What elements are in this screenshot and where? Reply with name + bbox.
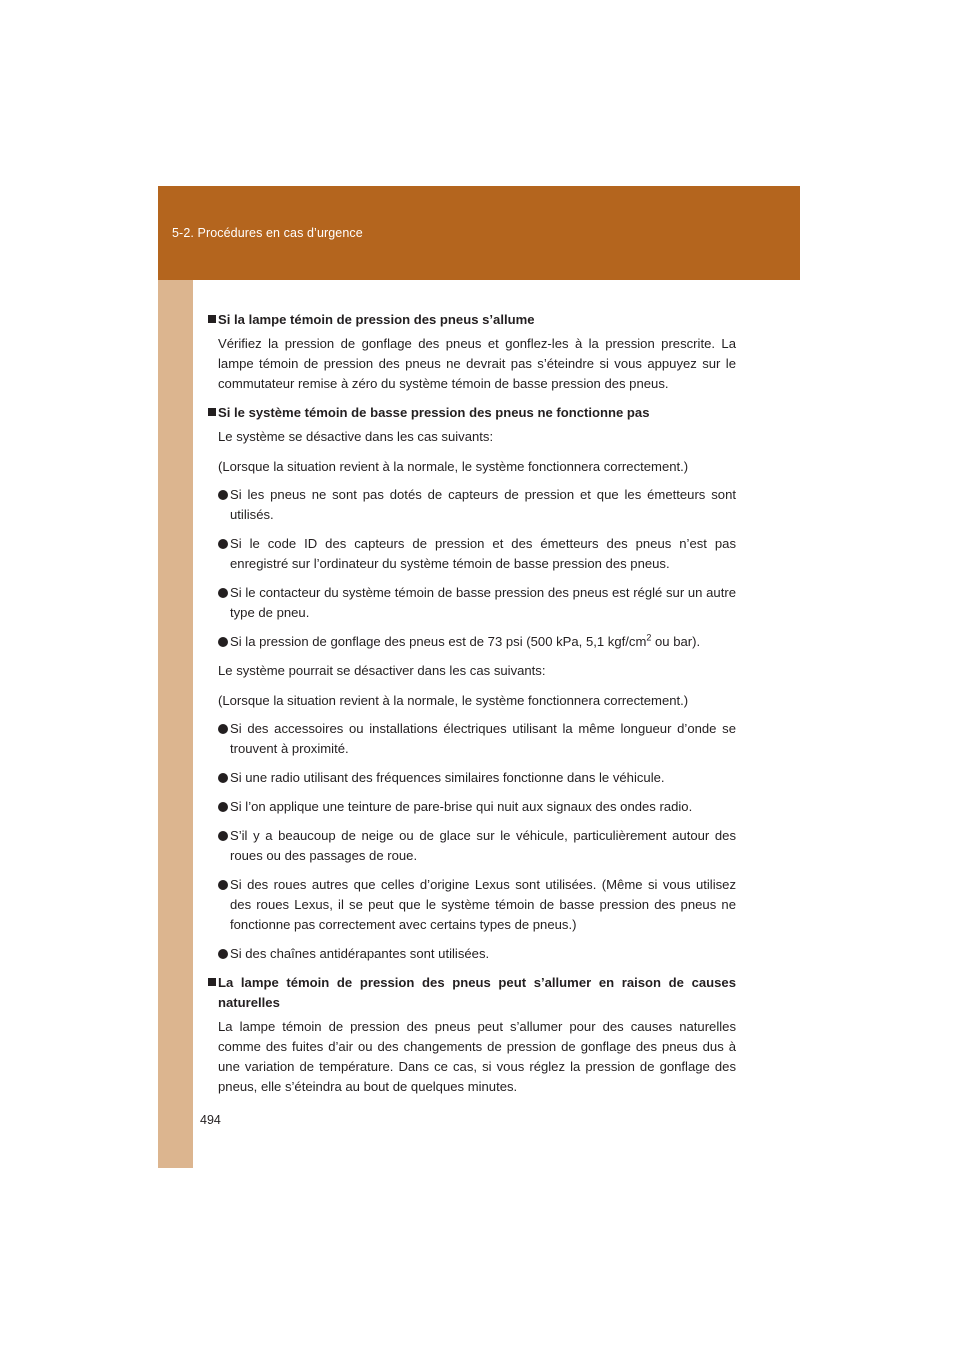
list-item: Si les pneus ne sont pas dotés de capteurs de pression et que les émetteurs sont utilisés. bbox=[208, 485, 736, 525]
list-item: Si le contacteur du système témoin de basse pression des pneus est réglé sur un autre type de pneu. bbox=[208, 583, 736, 623]
section-title-natural-causes: La lampe témoin de pression des pneus peut s’allumer en raison de causes naturelles bbox=[208, 973, 736, 1013]
list-item: Si des chaînes antidérapantes sont utilisées. bbox=[208, 944, 736, 964]
round-bullet-icon bbox=[218, 637, 228, 647]
page-content bbox=[208, 310, 736, 1097]
bullet-list bbox=[208, 719, 736, 964]
list-item: Si une radio utilisant des fréquences similaires fonctionne dans le véhicule. bbox=[208, 768, 736, 788]
paragraph: (Lorsque la situation revient à la normale, le système fonctionnera correctement.) bbox=[218, 459, 689, 474]
paragraph: Le système pourrait se désactiver dans les cas suivants: bbox=[218, 663, 546, 678]
section-header-bar bbox=[158, 186, 800, 280]
section-title-warning-light: Si la lampe témoin de pression des pneus s’allume bbox=[208, 310, 736, 330]
side-margin-strip bbox=[158, 280, 193, 1168]
paragraph: (Lorsque la situation revient à la normale, le système fonctionnera correctement.) bbox=[218, 693, 689, 708]
list-item: Si des roues autres que celles d’origine Lexus sont utilisées. (Même si vous utilisez des roues Lexus, il se peut que le système témoin de basse pression des pneus ne fonctionne pas correctement avec certains types de pneus.) bbox=[208, 875, 736, 935]
bullet-list bbox=[208, 485, 736, 652]
square-bullet-icon bbox=[208, 315, 216, 323]
list-item: Si l’on applique une teinture de pare-brise qui nuit aux signaux des ondes radio. bbox=[208, 797, 736, 817]
list-item: Si la pression de gonflage des pneus est de 73 psi (500 kPa, 5,1 kgf/$cm^2$ ou bar). bbox=[208, 632, 736, 652]
round-bullet-icon bbox=[218, 588, 228, 598]
round-bullet-icon bbox=[218, 949, 228, 959]
page-number: 494 bbox=[200, 1113, 221, 1127]
round-bullet-icon bbox=[218, 831, 228, 841]
section-title-system-not-working: Si le système témoin de basse pression des pneus ne fonctionne pas bbox=[208, 403, 736, 423]
section-header-title: 5-2. Procédures en cas d’urgence bbox=[172, 226, 363, 240]
round-bullet-icon bbox=[218, 773, 228, 783]
square-bullet-icon bbox=[208, 408, 216, 416]
list-item: Si des accessoires ou installations électriques utilisant la même longueur d’onde se trouvent à proximité. bbox=[208, 719, 736, 759]
round-bullet-icon bbox=[218, 880, 228, 890]
square-bullet-icon bbox=[208, 978, 216, 986]
list-item: Si le code ID des capteurs de pression et des émetteurs des pneus n’est pas enregistré sur l’ordinateur du système témoin de basse pression des pneus. bbox=[208, 534, 736, 574]
round-bullet-icon bbox=[218, 724, 228, 734]
paragraph: Le système se désactive dans les cas suivants: bbox=[218, 429, 494, 444]
paragraph: La lampe témoin de pression des pneus peut s’allumer pour des causes naturelles comme des fuites d’air ou des changements de pression de gonflage des pneus dus à une variation de température. Dans ce cas, si vous réglez la pression de gonflage des pneus, elle s’éteindra au bout de quelques minutes. bbox=[218, 1019, 736, 1094]
round-bullet-icon bbox=[218, 802, 228, 812]
round-bullet-icon bbox=[218, 490, 228, 500]
list-item: S’il y a beaucoup de neige ou de glace sur le véhicule, particulièrement autour des roues ou des passages de roue. bbox=[208, 826, 736, 866]
round-bullet-icon bbox=[218, 539, 228, 549]
paragraph: Vérifiez la pression de gonflage des pneus et gonflez-les à la pression prescrite. La lampe témoin de pression des pneus ne devrait pas s’éteindre si vous appuyez sur le commutateur remise à zéro du système témoin de basse pression des pneus. bbox=[218, 336, 736, 391]
